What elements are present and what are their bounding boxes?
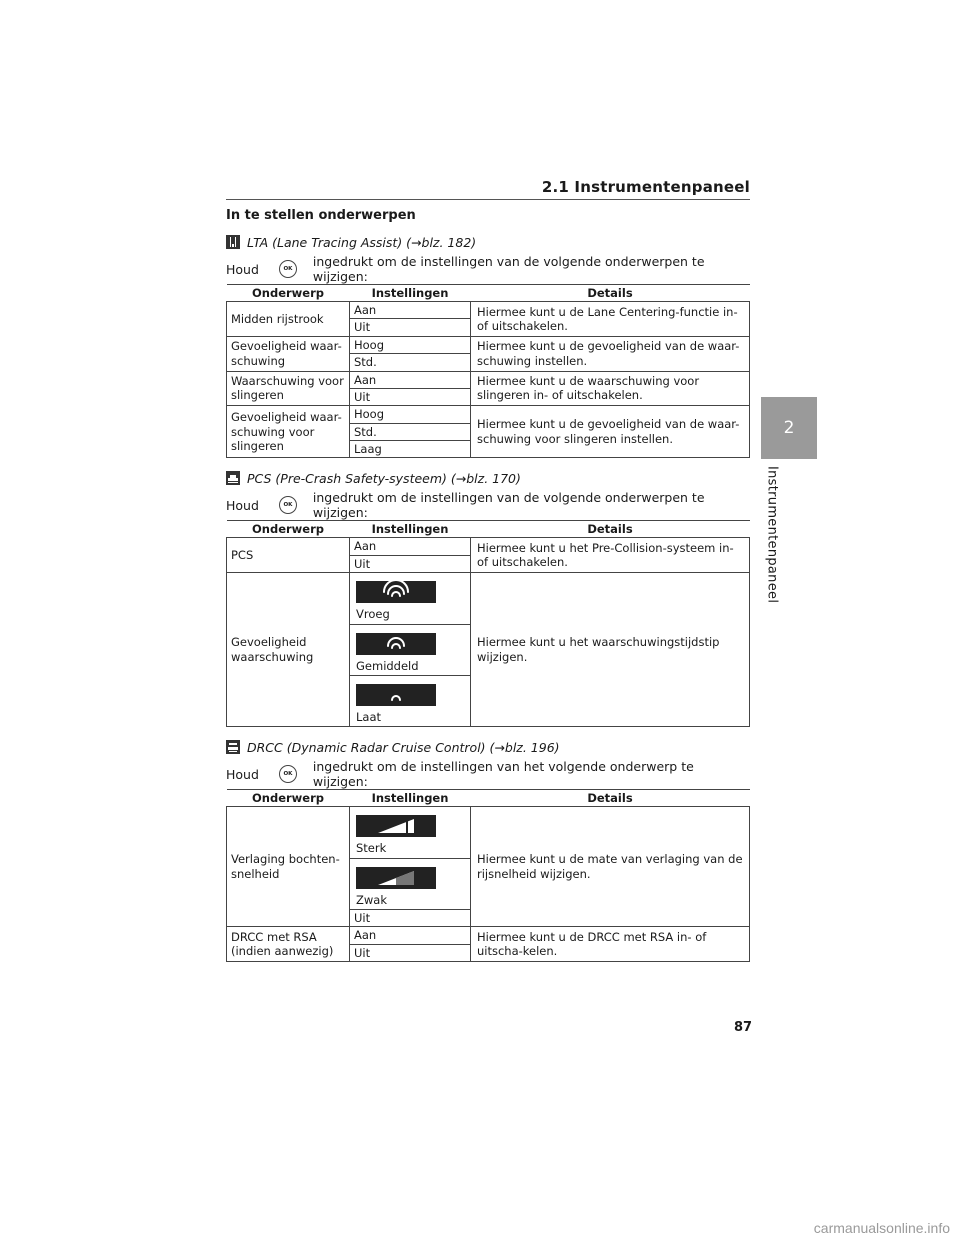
- lta-page-link[interactable]: →blz. 182: [411, 234, 472, 250]
- drcc-settings-table: Onderwerp Instellingen Details Verlaging bochten- snelheid Sterk Hiermee kunt u de mate van verlaging van de rijsnelheid wijzigen. Zwak Uit DRCC met RSA (indien aanwezig) Aan Hiermee kunt u de DRCC met RSA in- of uitscha-kelen. Uit: [226, 789, 750, 962]
- col-setting: Instellingen: [350, 521, 471, 538]
- table-row: Gevoeligheid waarschuwing Vroeg Hiermee kunt u het waarschuwingstijdstip wijzigen.: [227, 573, 750, 624]
- table-row: PCS Aan Hiermee kunt u het Pre-Collision-systeem in- of uitschakelen.: [227, 538, 750, 555]
- warning-medium-icon: [356, 633, 436, 655]
- chapter-side-label: Instrumentenpaneel: [764, 466, 780, 604]
- lane-assist-icon: [226, 235, 240, 249]
- col-setting: Instellingen: [350, 790, 471, 807]
- col-details: Details: [471, 285, 750, 302]
- watermark[interactable]: carmanualsonline.info: [813, 1220, 950, 1236]
- pcs-page-link[interactable]: →blz. 170: [455, 470, 517, 486]
- col-details: Details: [471, 790, 750, 807]
- lta-instruction: Houd OK ingedrukt om de instellingen van de volgende onderwerpen te wijzigen:: [226, 254, 705, 284]
- table-row: DRCC met RSA (indien aanwezig) Aan Hiermee kunt u de DRCC met RSA in- of uitscha-kelen.: [227, 927, 750, 944]
- decel-weak-icon: [356, 867, 436, 889]
- radar-cruise-icon: [226, 740, 240, 754]
- page-header-title: 2.1 Instrumentenpaneel: [541, 178, 750, 196]
- decel-strong-icon: [356, 815, 436, 837]
- warning-early-icon: [356, 581, 436, 603]
- pcs-feature-heading: PCS (Pre-Crash Safety-systeem) ( →blz. 170 ): [226, 468, 750, 488]
- drcc-instruction: Houd OK ingedrukt om de instellingen van het volgende onderwerp te wijzigen:: [226, 759, 694, 790]
- col-topic: Onderwerp: [227, 521, 350, 538]
- pcs-settings-table: Onderwerp Instellingen Details PCS Aan Hiermee kunt u het Pre-Collision-systeem in- of uitschakelen. Uit Gevoeligheid waarschuwing Vroeg Hiermee kunt u het waarschuwingstijdstip wijzigen. Gemiddeld Laat: [226, 520, 750, 727]
- page-content: [226, 208, 750, 972]
- pcs-feature-label: PCS (Pre-Crash Safety-systeem) (: [247, 470, 456, 486]
- pre-crash-icon: [226, 471, 240, 485]
- col-details: Details: [471, 521, 750, 538]
- page-number: 87: [734, 1020, 753, 1035]
- table-row: Gevoeligheid waar- schuwing voor slingeren Hoog Hiermee kunt u de gevoeligheid van de waar-schuwing voor slingeren instellen.: [227, 406, 750, 423]
- col-topic: Onderwerp: [227, 790, 350, 807]
- table-row: Gevoeligheid waar- schuwing Hoog Hiermee kunt u de gevoeligheid van de waar-schuwing instellen.: [227, 336, 750, 353]
- chapter-tab[interactable]: 2: [761, 397, 817, 459]
- drcc-page-link[interactable]: →blz. 196: [494, 739, 555, 755]
- lta-settings-table: Onderwerp Instellingen Details Midden rijstrook Aan Hiermee kunt u de Lane Centering-functie in- of uitschakelen. Uit Gevoeligheid waar- schuwing Hoog Hiermee kunt u de gevoeligheid van de waar-schuwing instellen. Std. Waarschuwing voor slingeren Aan Hiermee kunt u de waarschuwing voor slingeren in- of uitschakelen. Uit Gevoeligheid waar- schuwing voor slingeren Hoog Hiermee kunt u de gevoeligheid van de waar-schuwing voor slingeren instellen. Std. Laag: [226, 284, 750, 458]
- header-divider: [226, 199, 750, 200]
- table-row: Verlaging bochten- snelheid Sterk Hiermee kunt u de mate van verlaging van de rijsnelheid wijzigen.: [227, 807, 750, 858]
- lta-feature-heading: LTA (Lane Tracing Assist) ( →blz. 182 ): [226, 232, 750, 252]
- drcc-feature-label: DRCC (Dynamic Radar Cruise Control) (: [247, 739, 495, 755]
- pcs-instruction: Houd OK ingedrukt om de instellingen van de volgende onderwerpen te wijzigen:: [226, 490, 705, 521]
- col-topic: Onderwerp: [227, 285, 350, 302]
- ok-button-icon: OK: [279, 765, 297, 783]
- col-setting: Instellingen: [350, 285, 471, 302]
- table-row: Midden rijstrook Aan Hiermee kunt u de Lane Centering-functie in- of uitschakelen.: [227, 302, 750, 319]
- table-row: Waarschuwing voor slingeren Aan Hiermee kunt u de waarschuwing voor slingeren in- of uitschakelen.: [227, 371, 750, 388]
- drcc-feature-heading: DRCC (Dynamic Radar Cruise Control) ( →blz. 196 ): [226, 737, 750, 757]
- lta-feature-label: LTA (Lane Tracing Assist) (: [247, 234, 412, 250]
- warning-late-icon: [356, 684, 436, 706]
- ok-button-icon: OK: [279, 260, 297, 278]
- section-title: In te stellen onderwerpen: [226, 208, 416, 223]
- ok-button-icon: OK: [279, 496, 297, 514]
